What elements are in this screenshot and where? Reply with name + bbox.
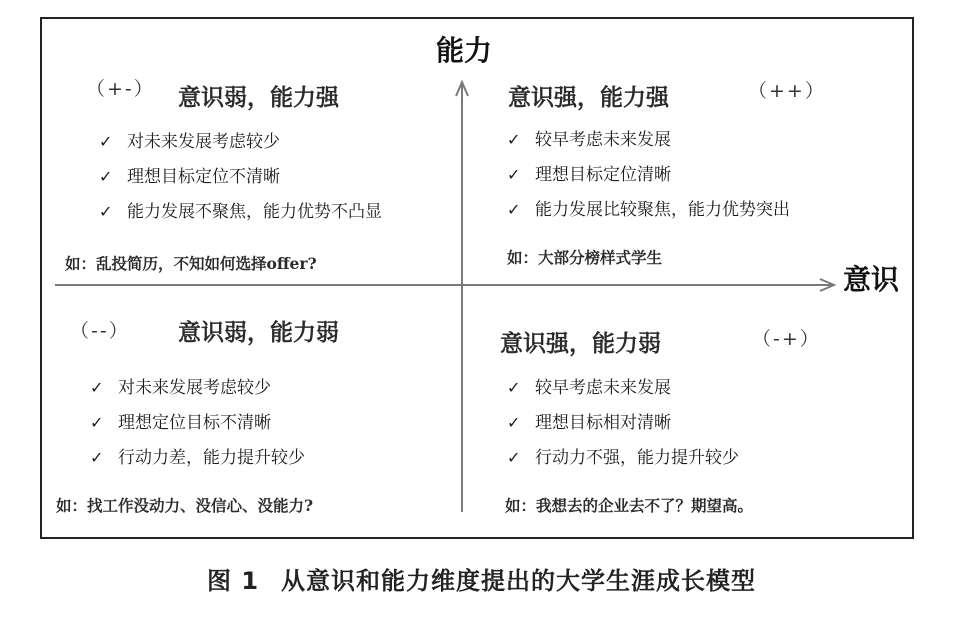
check-icon: ✓ xyxy=(507,378,521,397)
list-item: ✓ 行动力不强，能力提升较少 xyxy=(507,440,739,475)
check-icon: ✓ xyxy=(99,132,113,151)
check-icon: ✓ xyxy=(507,448,521,467)
y-axis-label: 能力 xyxy=(436,34,493,67)
list-item: ✓ 理想目标定位清晰 xyxy=(507,157,790,192)
check-icon: ✓ xyxy=(507,200,521,219)
list-item: ✓ 行动力差，能力提升较少 xyxy=(90,440,305,475)
list-item: ✓ 能力发展比较聚焦，能力优势突出 xyxy=(507,192,790,227)
check-icon: ✓ xyxy=(90,448,104,467)
check-icon: ✓ xyxy=(507,165,521,184)
quadrant-title-top-right: 意识强，能力强 xyxy=(508,85,669,111)
list-item: ✓ 理想目标定位不清晰 xyxy=(99,159,382,194)
quadrant-items-bottom-left xyxy=(90,370,305,475)
check-icon: ✓ xyxy=(507,413,521,432)
check-icon: ✓ xyxy=(99,202,113,221)
quadrant-title-top-left: 意识弱，能力强 xyxy=(178,85,339,111)
list-item: ✓ 较早考虑未来发展 xyxy=(507,122,790,157)
figure-number: 图 1 xyxy=(206,567,260,595)
list-item: ✓ 能力发展不聚焦，能力优势不凸显 xyxy=(99,194,382,229)
check-icon: ✓ xyxy=(99,167,113,186)
check-icon: ✓ xyxy=(90,378,104,397)
quadrant-tag-top-left: （+-） xyxy=(86,78,155,100)
x-axis-label: 意识 xyxy=(843,263,900,296)
list-item: ✓ 对未来发展考虑较少 xyxy=(99,124,382,159)
quadrant-example-bottom-right: 如：我想去的企业去不了？期望高。 xyxy=(505,496,754,515)
quadrant-example-bottom-left: 如：找工作没动力、没信心、没能力? xyxy=(56,496,314,515)
quadrant-items-top-left xyxy=(99,124,382,229)
list-item: ✓ 对未来发展考虑较少 xyxy=(90,370,305,405)
figure-caption xyxy=(0,561,963,596)
quadrant-tag-bottom-left: （--） xyxy=(70,320,130,342)
quadrant-items-bottom-right xyxy=(507,370,739,475)
quadrant-tag-bottom-right: （-+） xyxy=(752,328,821,350)
quadrant-title-bottom-right: 意识强，能力弱 xyxy=(500,331,661,357)
quadrant-title-bottom-left: 意识弱，能力弱 xyxy=(178,320,339,346)
figure-caption-text: 从意识和能力维度提出的大学生涯成长模型 xyxy=(281,567,757,595)
check-icon: ✓ xyxy=(507,130,521,149)
quadrant-example-top-right: 如：大部分榜样式学生 xyxy=(507,248,663,267)
quadrant-example-top-left: 如：乱投简历，不知如何选择offer? xyxy=(65,254,317,273)
quadrant-tag-top-right: （++） xyxy=(748,80,826,102)
check-icon: ✓ xyxy=(90,413,104,432)
list-item: ✓ 理想目标相对清晰 xyxy=(507,405,739,440)
list-item: ✓ 较早考虑未来发展 xyxy=(507,370,739,405)
list-item: ✓ 理想定位目标不清晰 xyxy=(90,405,305,440)
quadrant-items-top-right xyxy=(507,122,790,227)
